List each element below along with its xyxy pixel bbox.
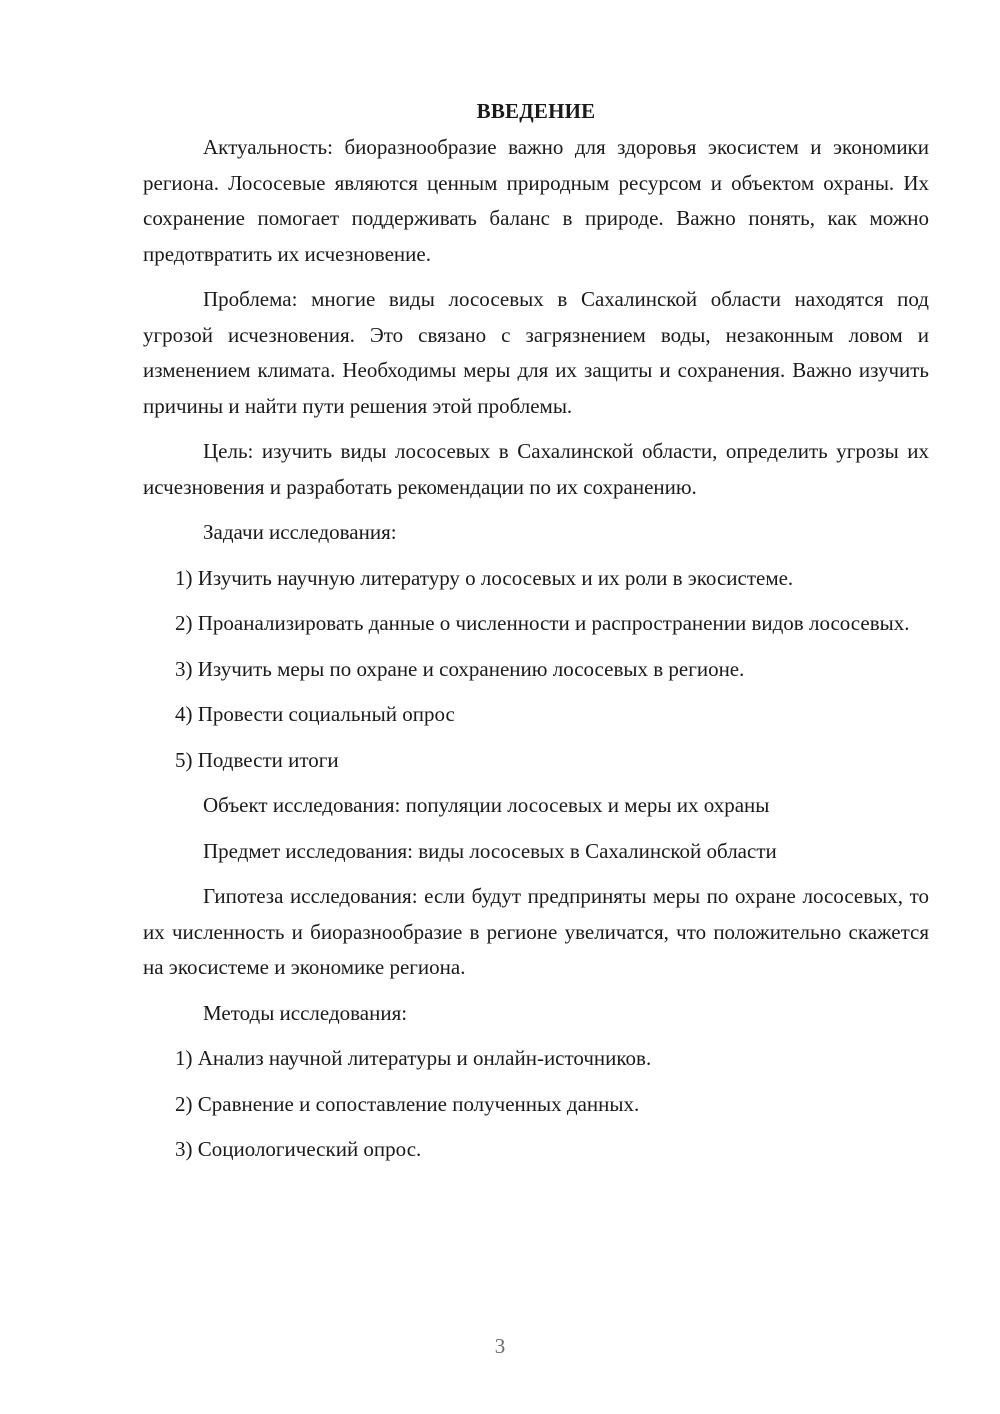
research-subject: Предмет исследования: виды лососевых в Сахалинской области <box>203 838 777 863</box>
task-item: 3) Изучить меры по охране и сохранению лососевых в регионе. <box>175 656 745 681</box>
task-item: 5) Подвести итоги <box>175 747 339 772</box>
hypothesis-paragraph: Гипотеза исследования: если будут предприняты меры по охране лососевых, то их численность и биоразнообразие в регионе увеличатся, что положительно скажется на экосистеме и экономике региона. <box>143 884 929 979</box>
method-item: 2) Сравнение и сопоставление полученных данных. <box>175 1091 640 1116</box>
task-item: 4) Провести социальный опрос <box>175 702 455 726</box>
methods-heading: Методы исследования: <box>203 1000 408 1025</box>
research-object: Объект исследования: популяции лососевых и меры их охраны <box>203 793 770 817</box>
method-item: 3) Социологический опрос. <box>175 1137 422 1161</box>
task-item: 2) Проанализировать данные о численности и распространении видов лососевых. <box>175 611 910 635</box>
tasks-heading: Задачи исследования: <box>203 520 397 544</box>
page-number: 3 <box>494 1334 506 1358</box>
page-title: ВВЕДЕНИЕ <box>476 99 596 123</box>
problem-paragraph: Проблема: многие виды лососевых в Сахалинской области находятся под угрозой исчезновения. Это связано с загрязнением воды, незаконным ловом и изменением климата. Необходимы меры для их защиты и сохранения. Важно изучить причины и найти пути решения этой проблемы. <box>143 287 929 418</box>
relevance-paragraph: Актуальность: биоразнообразие важно для здоровья экосистем и экономики региона. Лососевые являются ценным природным ресурсом и объектом охраны. Их сохранение помогает поддерживать баланс в природе. Важно понять, как можно предотвратить их исчезновение. <box>143 135 929 266</box>
method-item: 1) Анализ научной литературы и онлайн-источников. <box>175 1046 652 1070</box>
task-item: 1) Изучить научную литературу о лососевых и их роли в экосистеме. <box>175 565 794 590</box>
document-page <box>143 96 929 1178</box>
goal-paragraph: Цель: изучить виды лососевых в Сахалинской области, определить угрозы их исчезновения и разработать рекомендации по их сохранению. <box>143 439 929 499</box>
